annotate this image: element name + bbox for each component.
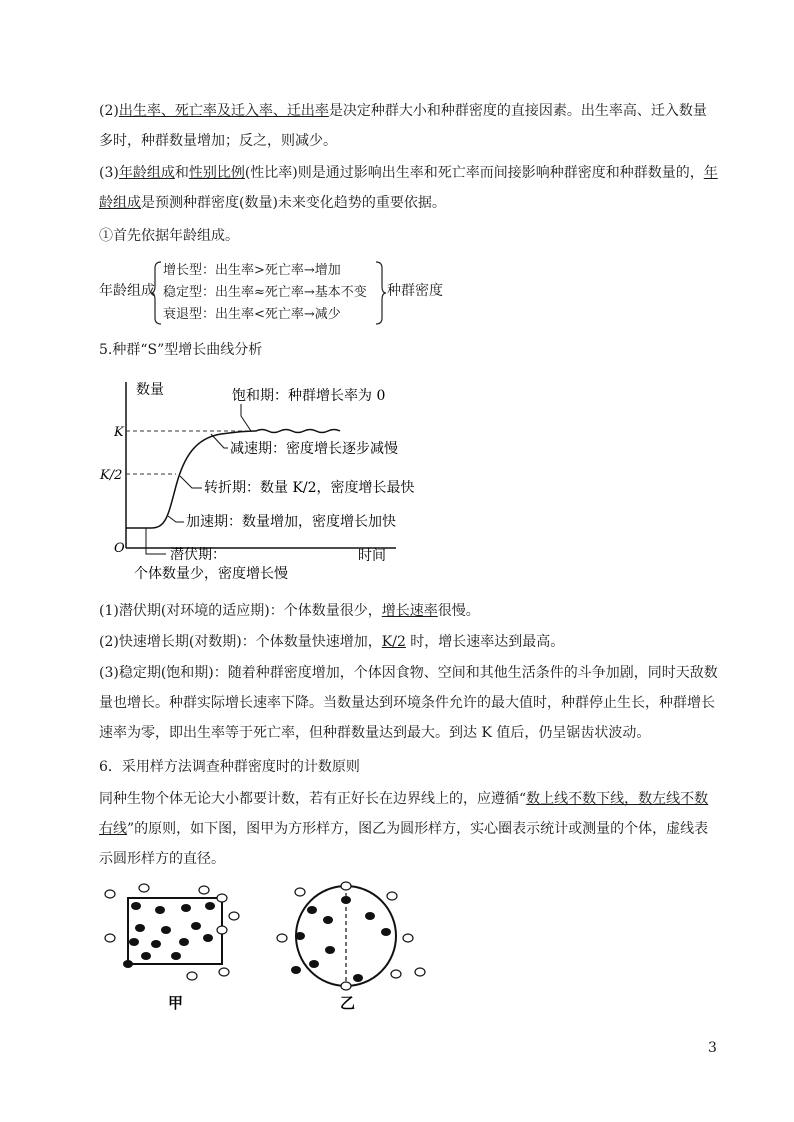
age-row-stable: 稳定型：出生率≈死亡率→基本不变 bbox=[163, 285, 367, 300]
circle-inside-dots bbox=[291, 896, 391, 982]
leader-decel bbox=[211, 434, 228, 448]
section6-pre: 同种生物个体无论大小都要计数，若有正好长在边界线上的，应遵循“ bbox=[99, 791, 527, 807]
s-curve-figure bbox=[96, 376, 416, 586]
quadrat-figures bbox=[100, 880, 430, 1020]
section-6-body bbox=[99, 784, 719, 874]
phase2-underlined: K/2 bbox=[381, 634, 406, 650]
para3-underline-1: 年龄组成 bbox=[118, 165, 175, 181]
section-5-title: 5.种群“S”型增长曲线分析 bbox=[99, 342, 263, 358]
phase2-post: 时，增长速率达到最高。 bbox=[405, 634, 565, 650]
x-axis-label: 时间 bbox=[358, 548, 386, 564]
k-label: K bbox=[114, 425, 124, 440]
leader-turn bbox=[180, 476, 202, 488]
section6-post: ”的原则，如下图，图甲为方形样方，图乙为圆形样方，实心圈表示统计或测量的个体，虚线表示圆形样方的直径。 bbox=[99, 821, 709, 867]
ann-accel: 加速期：数量增加，密度增长加快 bbox=[186, 514, 396, 530]
ann-saturation: 饱和期：种群增长率为 0 bbox=[232, 388, 386, 404]
phase-1-line bbox=[99, 596, 719, 626]
leader-lag bbox=[146, 528, 166, 554]
ann-decel: 减速期：密度增长逐步减慢 bbox=[230, 441, 398, 457]
para2-body: 是决定种群大小和种群密度的直接因素。出生率高、迁入数量多时，种群数量增加；反之，则减少。 bbox=[99, 103, 707, 149]
phase1-underlined: 增长速率 bbox=[381, 603, 438, 619]
para3-underline-2: 性别比例 bbox=[188, 165, 245, 181]
para3-body: 是预测种群密度(数量)未来变化趋势的重要依据。 bbox=[141, 195, 446, 211]
age-row-decline: 衰退型：出生率<死亡率→减少 bbox=[163, 307, 341, 322]
age-diagram-right-label: 种群密度 bbox=[387, 283, 443, 299]
figure-label-a: 甲 bbox=[168, 994, 184, 1012]
leader-accel bbox=[168, 516, 184, 522]
page-number: 3 bbox=[708, 1040, 717, 1056]
phase1-pre: (1)潜伏期(对环境的适应期)：个体数量很少， bbox=[99, 603, 382, 619]
para3-prefix: (3) bbox=[99, 165, 119, 181]
para3-mid-2: (性比率)则是通过影响出生率和死亡率而间接影响种群密度和种群数量的， bbox=[244, 165, 704, 181]
para3-underline-3: 年龄组成 bbox=[99, 165, 718, 211]
ann-lag-2: 个体数量少，密度增长慢 bbox=[134, 566, 288, 582]
para3-mid-1: 和 bbox=[174, 165, 189, 181]
paragraph-3 bbox=[99, 158, 719, 218]
right-brace-icon bbox=[374, 260, 386, 326]
left-brace-icon bbox=[151, 260, 163, 326]
para2-prefix: (2) bbox=[99, 103, 119, 119]
section-6-title: 6．采用样方法调查种群密度时的计数原则 bbox=[99, 759, 360, 775]
phase-3-paragraph: (3)稳定期(饱和期)：随着种群密度增加，个体因食物、空间和其他生活条件的斗争加剧，同时天敌数量也增长。种群实际增长速率下降。当数量达到环境条件允许的最大值时，种群停止生长，种群增长速率为零，即出生率等于死亡率，但种群数量达到最大。到达 K 值后，仍呈锯齿状波动。 bbox=[99, 665, 718, 741]
phase-2-line bbox=[99, 627, 719, 657]
figure-label-b: 乙 bbox=[340, 994, 356, 1012]
para2-underlined: 出生率、死亡率及迁入率、迁出率 bbox=[118, 103, 329, 119]
phase2-pre: (2)快速增长期(对数期)：个体数量快速增加， bbox=[99, 634, 382, 650]
age-intro-line: ①首先依据年龄组成。 bbox=[99, 228, 239, 244]
leader-saturation bbox=[241, 404, 251, 431]
age-row-growth: 增长型：出生率>死亡率→增加 bbox=[163, 263, 341, 278]
age-diagram-left-label: 年龄组成 bbox=[99, 283, 155, 299]
y-axis-label: 数量 bbox=[136, 382, 164, 398]
phase1-post: 很慢。 bbox=[437, 603, 480, 619]
ann-lag-1: 潜伏期： bbox=[170, 547, 226, 563]
ann-turn: 转折期：数量 K/2，密度增长最快 bbox=[204, 480, 415, 496]
origin-label: O bbox=[114, 541, 125, 556]
age-composition-diagram bbox=[99, 260, 479, 326]
section6-underlined: 数上线不数下线，数左线不数右线 bbox=[99, 791, 709, 837]
square-inside-dots bbox=[123, 902, 215, 968]
k-half-label: K/2 bbox=[100, 468, 123, 483]
paragraph-2 bbox=[99, 96, 719, 156]
